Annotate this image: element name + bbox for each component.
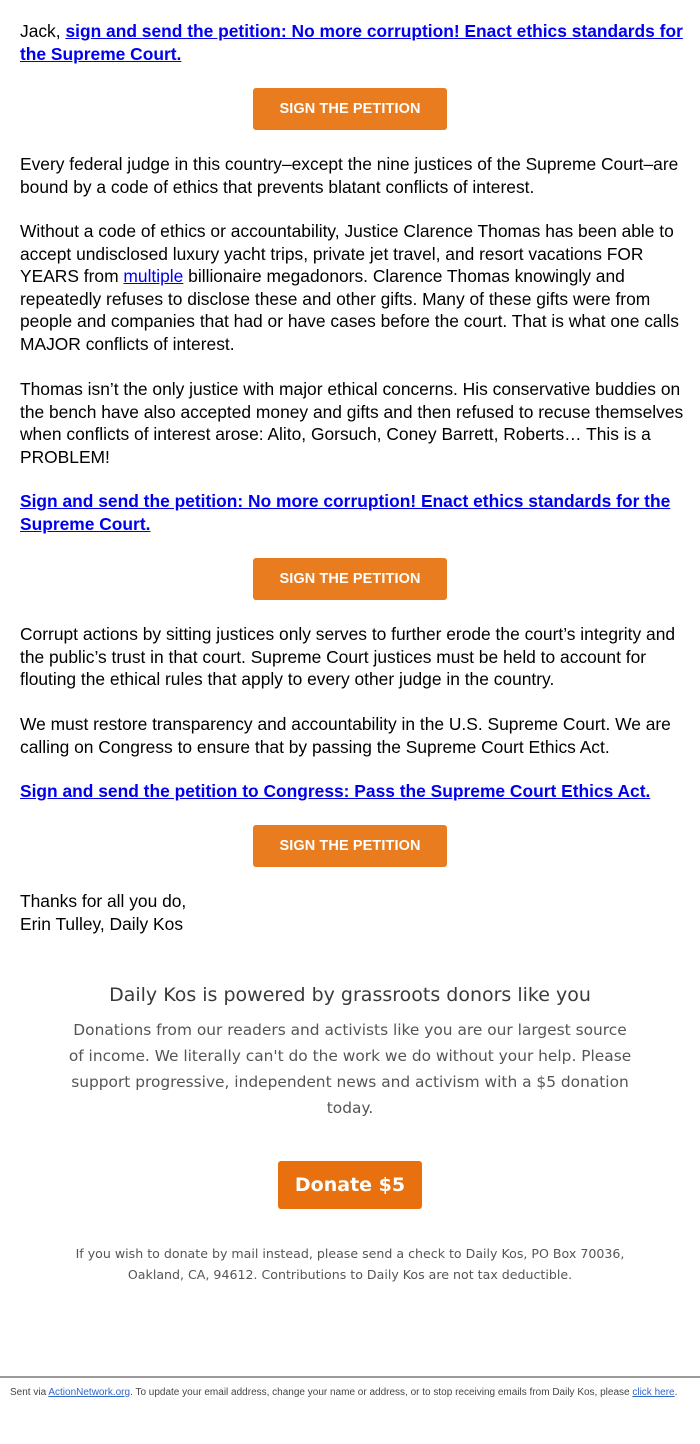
paragraph-federal-judges: Every federal judge in this country–except the nine justices of the Supreme Court–are bound by a code of ethics that prevents blatant conflicts of interest. — [20, 154, 679, 197]
petition-link-middle[interactable]: Sign and send the petition: No more corruption! Enact ethics standards for the Supreme Court. — [20, 491, 671, 534]
petition-link-congress-wrap — [20, 780, 688, 803]
sign-petition-button-2[interactable]: SIGN THE PETITION — [253, 558, 447, 600]
signoff-signature: Erin Tulley, Daily Kos — [20, 913, 184, 934]
intro-paragraph — [20, 20, 688, 65]
donor-heading: Daily Kos is powered by grassroots donors like you — [109, 984, 591, 1006]
button-row-2 — [0, 558, 700, 600]
footer-prefix: Sent via — [10, 1387, 49, 1398]
paragraph-other-justices: Thomas isn’t the only justice with major ethical concerns. His conservative buddies on the bench have also accepted money and gifts and then refused to recuse themselves when conflicts of interest arose: Alito, Gorsuch, Coney Barrett, Roberts… This is a PROBLEM! — [20, 379, 684, 467]
sign-petition-button-3[interactable]: SIGN THE PETITION — [253, 825, 447, 867]
unsubscribe-click-here-link[interactable]: click here — [632, 1387, 675, 1398]
footer-divider — [0, 1376, 700, 1378]
sign-petition-button-1[interactable]: SIGN THE PETITION — [253, 88, 447, 130]
donate-by-mail-note: If you wish to donate by mail instead, please send a check to Daily Kos, PO Box 70036, Oakland, CA, 94612. Contributions to Daily Kos are not tax deductible. — [75, 1246, 625, 1282]
donate-button[interactable]: Donate $5 — [278, 1161, 422, 1209]
paragraph-clarence-thomas — [20, 220, 688, 355]
para2-before: Without a code of ethics or accountability, Justice Clarence Thomas has been able to accept undisclosed luxury yacht trips, private jet travel, and resort vacations FOR YEARS from — [20, 221, 674, 286]
signoff — [20, 890, 688, 935]
footer-middle: . To update your email address, change your name or address, or to stop receiving emails from Daily Kos, please — [130, 1387, 633, 1398]
footer-suffix: . — [674, 1387, 678, 1398]
multiple-link[interactable]: multiple — [123, 266, 184, 286]
actionnetwork-link[interactable]: ActionNetwork.org — [48, 1387, 131, 1398]
signoff-thanks: Thanks for all you do, — [20, 891, 187, 911]
donor-appeal-text: Donations from our readers and activists like you are our largest source of income. We literally can't do the work we do without your help. Please support progressive, independent news and activism with a $5 donation today. — [68, 1021, 632, 1117]
para2-after: billionaire megadonors. Clarence Thomas knowingly and repeatedly refuses to disclose these and other gifts. Many of these gifts were from people and companies that had or have cases before the court. That is what one calls MAJOR conflicts of interest. — [20, 266, 680, 354]
button-row-1 — [0, 88, 700, 130]
footer — [10, 1386, 690, 1400]
paragraph-corrupt-actions: Corrupt actions by sitting justices only serves to further erode the court’s integrity and the public’s trust in that court. Supreme Court justices must be held to account for flouting the ethical rules that apply to every other judge in the country. — [20, 624, 676, 689]
petition-link-top[interactable]: sign and send the petition: No more corruption! Enact ethics standards for the Supreme Court. — [20, 21, 683, 64]
petition-link-congress[interactable]: Sign and send the petition to Congress: Pass the Supreme Court Ethics Act. — [20, 781, 651, 801]
button-row-3 — [0, 825, 700, 867]
greeting: Jack, — [20, 21, 61, 41]
paragraph-restore-transparency: We must restore transparency and accountability in the U.S. Supreme Court. We are calling on Congress to ensure that by passing the Supreme Court Ethics Act. — [20, 714, 671, 757]
petition-link-middle-wrap — [20, 490, 688, 535]
